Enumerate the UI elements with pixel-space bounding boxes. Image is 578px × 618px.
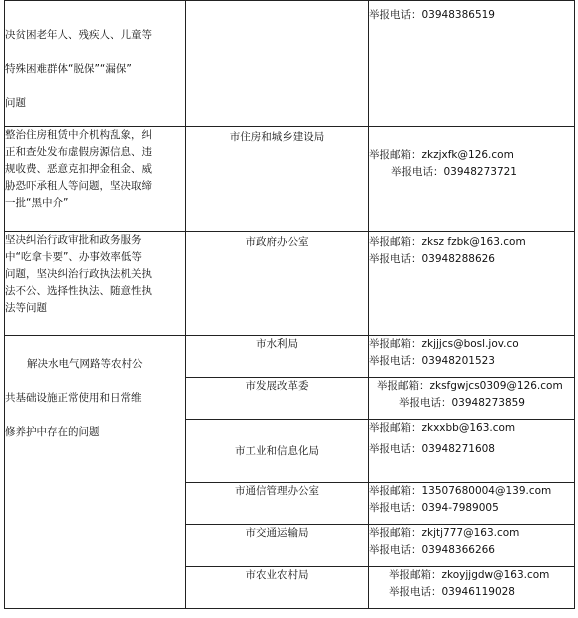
report-phone: 举报电话：03948288626 [369, 253, 495, 265]
report-phone: 举报电话：03948271608 [369, 443, 495, 455]
issue-line: 规收费、恶意克扣押金租金、威 [5, 163, 152, 175]
supervision-contact-table [4, 0, 575, 609]
table-row [5, 336, 575, 378]
issue-line: 中“吃拿卡要”、办事效率低等 [5, 251, 142, 263]
issue-line: 解决水电气网路等农村公 [27, 358, 143, 370]
issue-line: 整治住房租赁中介机构乱象，纠 [5, 129, 152, 141]
report-phone: 举报电话：03948201523 [369, 355, 495, 367]
contact-cell [369, 567, 575, 609]
issue-line: 决贫困老年人、残疾人、儿童等 [5, 29, 152, 41]
department-cell [186, 378, 369, 420]
report-phone: 举报电话：0394-7989005 [369, 502, 499, 514]
department-cell [186, 525, 369, 567]
issue-cell [5, 232, 186, 336]
department-cell [186, 232, 369, 336]
department-cell [186, 127, 369, 232]
department-name: 市农业农村局 [245, 569, 309, 581]
contact-cell [369, 525, 575, 567]
report-email: 举报邮箱：zkjtj777@163.com [369, 527, 520, 539]
report-email: 举报邮箱：zkzjxfk@126.com [369, 149, 514, 161]
issue-line: 问题，坚决纠治行政执法机关执 [5, 268, 152, 280]
department-name: 市工业和信息化局 [235, 444, 319, 457]
department-name: 市住房和城乡建设局 [229, 131, 325, 143]
report-email: 举报邮箱：zkxxbb@163.com [369, 422, 516, 434]
table-row [5, 1, 575, 127]
issue-line: 共基础设施正常使用和日常维 [5, 392, 142, 404]
report-phone: 举报电话：03948273859 [399, 397, 525, 409]
contact-cell [369, 483, 575, 525]
report-phone: 举报电话：03946119028 [389, 586, 515, 598]
issue-line: 问题 [5, 97, 26, 109]
department-cell [186, 1, 369, 127]
department-cell [186, 483, 369, 525]
contact-cell [369, 336, 575, 378]
department-cell [186, 336, 369, 378]
department-cell [186, 420, 369, 483]
department-name: 市水利局 [256, 338, 298, 350]
issue-line: 特殊困难群体“脱保”“漏保” [5, 63, 132, 75]
issue-cell [5, 1, 186, 127]
report-phone: 举报电话：03948386519 [369, 9, 495, 21]
contact-cell [369, 420, 575, 483]
issue-line: 法不公、选择性执法、随意性执 [5, 285, 152, 297]
table-row [5, 127, 575, 232]
report-email: 举报邮箱：zksz fzbk@163.com [369, 236, 526, 248]
issue-line: 修养护中存在的问题 [5, 426, 100, 438]
issue-cell [5, 336, 186, 609]
department-cell [186, 567, 369, 609]
contact-cell [369, 1, 575, 127]
department-name: 市通信管理办公室 [235, 485, 319, 497]
issue-line: 胁恐吓承租人等问题，坚决取缔 [5, 180, 152, 192]
report-email: 举报邮箱：zkjjjcs@bosl.jov.co [369, 338, 519, 350]
issue-line: 法等问题 [5, 302, 47, 314]
issue-line: 坚决纠治行政审批和政务服务 [5, 234, 142, 246]
contact-cell [369, 127, 575, 232]
department-name: 市发展改革委 [245, 380, 309, 392]
department-name: 市政府办公室 [245, 236, 309, 248]
report-email: 举报邮箱：zkoyjjgdw@163.com [389, 569, 550, 581]
table-row [5, 232, 575, 336]
report-phone: 举报电话：03948366266 [369, 544, 495, 556]
department-name: 市交通运输局 [245, 527, 309, 539]
report-email: 举报邮箱：zksfgwjcs0309@126.com [377, 380, 563, 392]
issue-cell [5, 127, 186, 232]
contact-cell [369, 378, 575, 420]
contact-cell [369, 232, 575, 336]
report-phone: 举报电话：03948273721 [391, 166, 517, 178]
issue-line: 正和查处发布虚假房源信息、违 [5, 146, 152, 158]
report-email: 举报邮箱：13507680004@139.com [369, 485, 552, 497]
issue-line: 一批“黑中介” [5, 197, 69, 209]
